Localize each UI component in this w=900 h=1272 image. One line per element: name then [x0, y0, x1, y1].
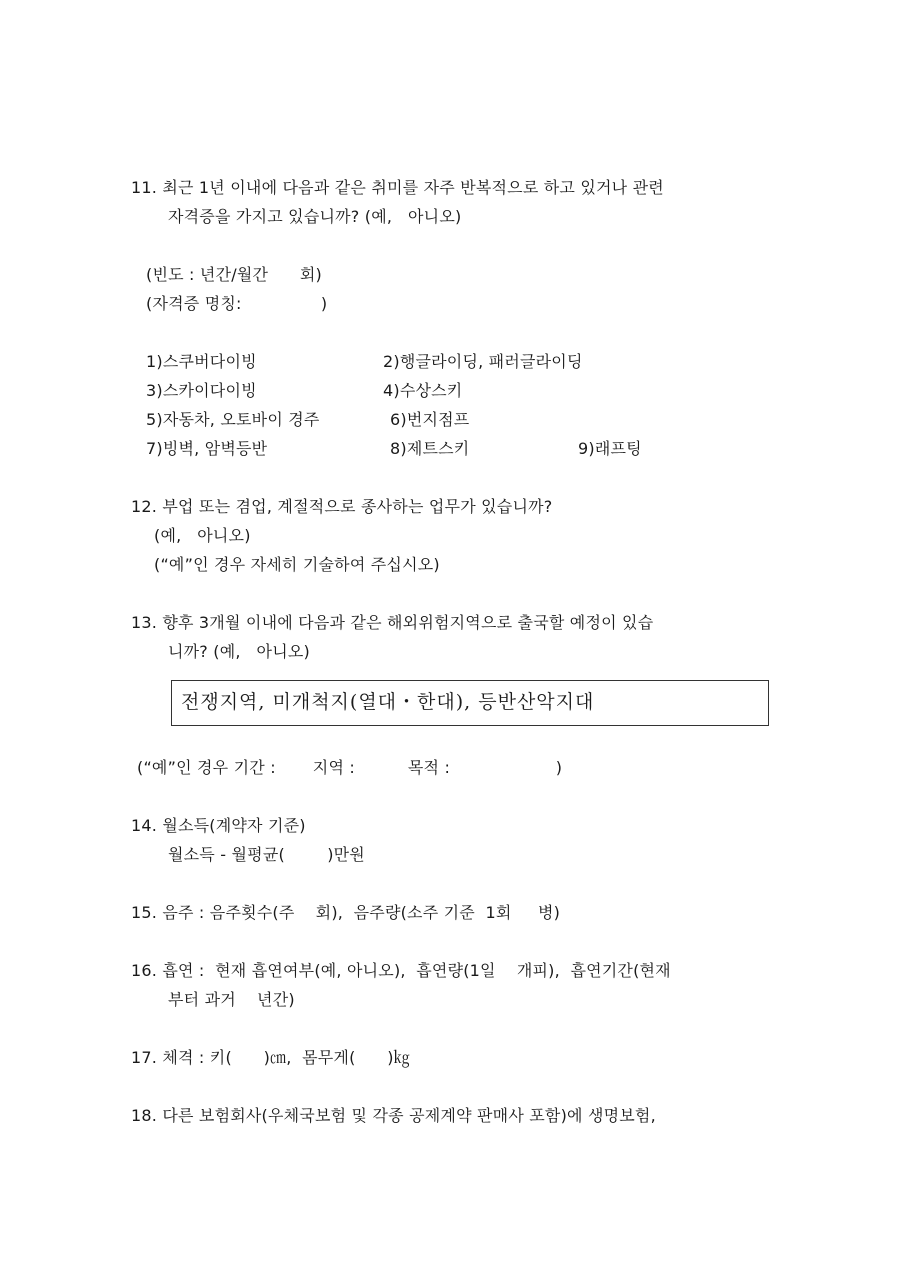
q11-item-6: 6)번지점프 — [390, 410, 470, 429]
q11-item-8: 8)제트스키 — [390, 439, 470, 458]
q12-line1: 12. 부업 또는 겸업, 계절적으로 종사하는 업무가 있습니까? — [131, 497, 553, 516]
q16-line1: 16. 흡연 : 현재 흡연여부(예, 아니오), 흡연량(1일 개피), 흡연기간(현재 — [131, 961, 671, 980]
q11-item-1: 1)스쿠버다이빙 — [146, 352, 257, 371]
q13-region-text: 전쟁지역, 미개척지(열대・한대), 등반산악지대 — [181, 691, 595, 713]
q11-certificate: (자격증 명칭: ) — [146, 294, 328, 313]
q11-item-3: 3)스카이다이빙 — [146, 381, 257, 400]
q11-item-2: 2)행글라이딩, 패러글라이딩 — [383, 352, 583, 371]
q13-detail: (“예”인 경우 기간 : 지역 : 목적 : ) — [137, 758, 563, 777]
q14-line1: 14. 월소득(계약자 기준) — [131, 816, 306, 835]
q11-item-5: 5)자동차, 오토바이 경주 — [146, 410, 320, 429]
q11-frequency: (빈도 : 년간/월간 회) — [146, 265, 322, 284]
q11-item-7: 7)빙벽, 암벽등반 — [146, 439, 268, 458]
q16-line2: 부터 과거 년간) — [168, 990, 295, 1009]
q15-line1: 15. 음주 : 음주횟수(주 회), 음주량(소주 기준 1회 병) — [131, 903, 561, 922]
q11-item-4: 4)수상스키 — [383, 381, 463, 400]
q11-line2: 자격증을 가지고 있습니까? (예, 아니오) — [168, 207, 462, 226]
q12-line2: (예, 아니오) — [154, 526, 251, 545]
q13-line2: 니까? (예, 아니오) — [168, 642, 310, 661]
q18-line1: 18. 다른 보험회사(우체국보험 및 각종 공제계약 판매사 포함)에 생명보험, — [131, 1106, 656, 1125]
q17-line1: 17. 체격 : 키( )㎝, 몸무게( )㎏ — [131, 1048, 410, 1067]
q11-line1: 11. 최근 1년 이내에 다음과 같은 취미를 자주 반복적으로 하고 있거나 관련 — [131, 178, 664, 197]
q14-line2: 월소득 - 월평균( )만원 — [168, 845, 365, 864]
q12-line3: (“예”인 경우 자세히 기술하여 주십시오) — [154, 555, 440, 574]
q13-line1: 13. 향후 3개월 이내에 다음과 같은 해외위험지역으로 출국할 예정이 있습 — [131, 613, 654, 632]
q11-item-9: 9)래프팅 — [578, 439, 642, 458]
